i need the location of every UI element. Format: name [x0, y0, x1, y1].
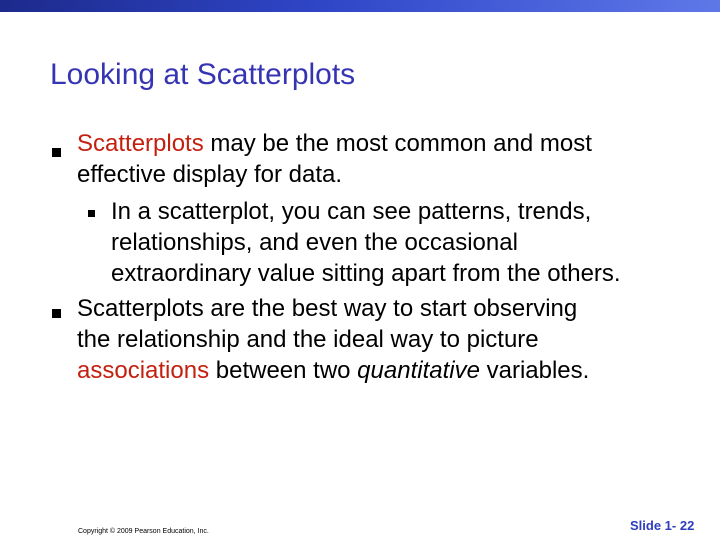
slide-number: Slide 1- 22	[630, 518, 695, 533]
sub-bullet-line3: extraordinary value sitting apart from the others.	[111, 260, 621, 287]
bullet-square-icon	[52, 148, 61, 157]
scatterplots-highlight: Scatterplots	[77, 130, 204, 157]
bullet2-line3	[77, 357, 589, 385]
slide-title: Looking at Scatterplots	[50, 58, 356, 91]
copyright-footer: Copyright © 2009 Pearson Education, Inc.	[78, 528, 209, 535]
bullet2-line1: Scatterplots are the best way to start observing	[77, 295, 578, 322]
sub-bullet-line2: relationships, and even the occasional	[111, 229, 518, 256]
associations-highlight: associations	[77, 357, 210, 384]
bullet1-line2: effective display for data.	[77, 161, 343, 188]
bullet2-line2: the relationship and the ideal way to picture	[77, 326, 539, 353]
sub-bullet-line1: In a scatterplot, you can see patterns, trends,	[111, 198, 592, 225]
bullet1-line1	[77, 130, 592, 158]
sub-bullet-square-icon	[88, 210, 95, 217]
bullet-square-icon	[52, 309, 61, 318]
top-banner-bar	[0, 0, 720, 12]
bullet2-line3-end: variables.	[479, 357, 590, 384]
bullet1-line1-text: may be the most common and most	[203, 130, 592, 157]
bullet2-line3-mid: between two	[209, 357, 358, 384]
quantitative-italic: quantitative	[357, 357, 480, 384]
